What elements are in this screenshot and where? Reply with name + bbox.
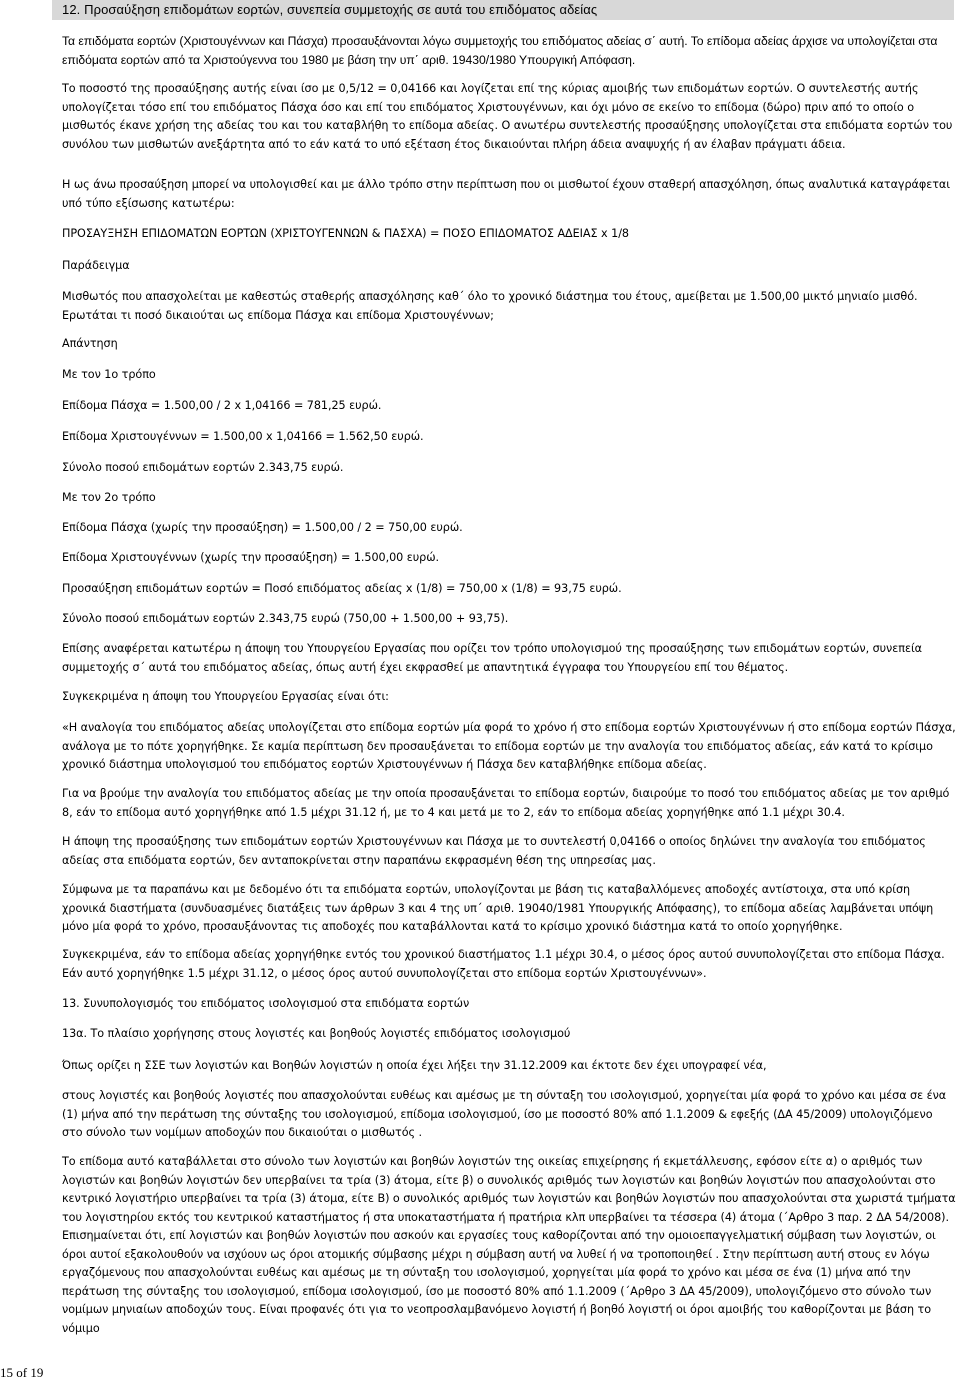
paragraph: «Η αναλογία του επιδόματος αδείας υπολογίζεται στο επίδομα εορτών μία φορά το χρόνο ή στο επίδομα εορτών Χριστουγέννων ή στο επίδομα εορτών Πάσχα, ανάλογα με το πότε χορηγήθηκε. Σε καμία περίπτωση δεν προσαυξάνεται το επίδομα εορτών με την αναλογία του επιδόματος αδείας, εάν κατά το κρίσιμο χρονικό διάστημα υπολογισμού του επιδόματος εορτών Χριστουγέννων ή Πάσχα δεν καταβλήθηκε επίδομα αδείας.: [62, 721, 956, 771]
subsection-heading-13a: 13α. Το πλαίσιο χορήγησης στους λογιστές και βοηθούς λογιστές επιδόματος ισολογισμού: [62, 1027, 571, 1040]
paragraph: Όπως ορίζει η ΣΣΕ των λογιστών και Βοηθών λογιστών η οποία έχει λήξει την 31.12.2009 και έκτοτε δεν έχει υπογραφεί νέα,: [62, 1059, 767, 1072]
paragraph: Με τον 2ο τρόπο: [62, 491, 156, 504]
formula: ΠΡΟΣΑΥΞΗΣΗ ΕΠΙΔΟΜΑΤΩΝ ΕΟΡΤΩΝ (ΧΡΙΣΤΟΥΓΕΝΝΩΝ & ΠΑΣΧΑ) = ΠΟΣΟ ΕΠΙΔΟΜΑΤΟΣ ΑΔΕΙΑΣ x 1/8: [62, 227, 629, 240]
paragraph: Παράδειγμα: [62, 259, 130, 272]
paragraph: Συγκεκριμένα, εάν το επίδομα αδείας χορηγήθηκε εντός του χρονικού διαστήματος 1.1 μέχρι 30.4, ο μέσος όρος αυτού συνυπολογίζεται στο επίδομα Πάσχα. Εάν αυτό χορηγήθηκε 1.5 μέχρι 31.12, ο μέσος όρος αυτού συνυπολογίζεται στο επίδομα εορτών Χριστουγέννων».: [62, 948, 945, 980]
paragraph: Συγκεκριμένα η άποψη του Υπουργείου Εργασίας είναι ότι:: [62, 690, 389, 703]
section-heading: 12. Προσαύξηση επιδομάτων εορτών, συνεπεία συμμετοχής σε αυτά του επιδόματος αδείας: [62, 2, 598, 17]
paragraph: Επίδομα Χριστουγέννων (χωρίς την προσαύξηση) = 1.500,00 ευρώ.: [62, 551, 440, 564]
paragraph: Η άποψη της προσαύξησης των επιδομάτων εορτών Χριστουγέννων και Πάσχα με το συντελεστή 0,04166 ο οποίος δηλώνει την αναλογία του επιδόματος αδείας στα επιδόματα εορτών, δεν ανταποκρίνεται στην παραπάνω εκφρασμένη θέση της υπηρεσίας μας.: [62, 835, 926, 867]
section-heading-bar: [52, 0, 954, 20]
paragraph: Απάντηση: [62, 337, 118, 350]
paragraph: Σύμφωνα με τα παραπάνω και με δεδομένο ότι τα επιδόματα εορτών, υπολογίζονται με βάση τις καταβαλλόμενες αποδοχές αντίστοιχα, στα υπό κρίση χρονικά διαστήματα (συνδυασμένες διατάξεις των άρθρων 3 και 4 της υπ΄ αριθ. 19040/1981 Υπουργικής Απόφασης), το επίδομα αδείας λαμβάνεται υπόψη μόνο μία φορά το χρόνο, προσαυξάνοντας τις αποδοχές που καταβάλλονται κατά το κρίσιμο χρονικό διάστημα κατά το οποίο χορηγήθηκε.: [62, 883, 934, 933]
page-number: 15 of 19: [0, 1365, 44, 1380]
paragraph: Επίδομα Πάσχα (χωρίς την προσαύξηση) = 1.500,00 / 2 = 750,00 ευρώ.: [62, 521, 463, 534]
paragraph: Το ποσοστό της προσαύξησης αυτής είναι ίσο με 0,5/12 = 0,04166 και λογίζεται επί της κύριας αμοιβής των επιδομάτων εορτών. Ο συντελεστής αυτής υπολογίζεται τόσο επί του επιδόματος Πάσχα όσο και επί του επιδόματος Χριστουγέννων, και όχι μόνο σε εκείνο το επίδομα (δώρο) πριν από το οποίο ο μισθωτός έκανε χρήση της αδείας του και του καταβλήθη το επίδομα αδείας. Ο ανωτέρω συντελεστής προσαύξησης υπολογίζεται στα επιδόματα εορτών του συνόλου των μισθωτών ανεξάρτητα από το εάν κατά το υπό εξέταση έτος δικαιούνται πλήρη άδεια αναψυχής ή αν έλαβαν πράγματι άδεια.: [62, 82, 953, 151]
paragraph: Με τον 1ο τρόπο: [62, 368, 156, 381]
paragraph: Το επίδομα αυτό καταβάλλεται στο σύνολο των λογιστών και βοηθών λογιστών της οικείας επιχείρησης ή εκμετάλλευσης, εφόσον είτε α) ο αριθμός των λογιστών και βοηθών λογιστών δεν υπερβαίνει τα τρία (3) άτομα, είτε β) ο συνολικός αριθμός των λογιστών και βοηθών λογιστών που απασχολούνται στο κεντρικό λογιστήριο υπερβαίνει τα τρία (3) άτομα, είτε Β) ο συνολικός αριθμός των λογιστών και βοηθών λογιστών που απασχολούνται στα χωριστά τμήματα του λογιστηρίου εκτός του κεντρικού καταστήματος ή στα υποκαταστήματα ή πρατήρια κλπ υπερβαίνει τα τέσσερα (4) άτομα (΄Αρθρο 3 παρ. 2 ΔΑ 54/2008). Επισημαίνεται ότι, επί λογιστών και βοηθών λογιστών που ασκούν και εργασίες τους καθορίζονται από την ομοιοεπαγγελματική σύμβαση των λογιστών, οι όροι αυτοί εξακολουθούν να ισχύουν ως όροι ατομικής σύμβασης μέχρι η σύμβαση αυτή να λυθεί ή να τροποποιηθεί . Στην περίπτωση αυτή στους εν λόγω εργαζόμενους που απασχολούνται ευθέως και αμέσως με τη σύνταξη του ισολογισμού, χορηγείται μία φορά το χρόνο και μέσα σε ένα (1) μήνα από την περάτωση της σύνταξης του ισολογισμού, επίδομα ισολογισμού, ίσο με ποσοστό 80% από 1.1.2009 (΄Αρθρο 3 ΔΑ 45/2009), υπολογιζόμενο στο σύνολο των νομίμων μηνιαίων αποδοχών τους. Είναι προφανές ότι για το νεοπροσλαμβανόμενο λογιστή ή βοηθό λογιστή οι όροι αμοιβής του καθορίζονται με βάση το νόμιμο: [62, 1155, 956, 1335]
paragraph: Μισθωτός που απασχολείται με καθεστώς σταθερής απασχόλησης καθ΄ όλο το χρονικό διάστημα του έτους, αμείβεται με 1.500,00 μικτό μηνιαίο μισθό. Ερωτάται τι ποσό δικαιούται ως επίδομα Πάσχα και επίδομα Χριστουγέννων;: [62, 290, 918, 322]
section-heading-13: 13. Συνυπολογισμός του επιδόματος ισολογισμού στα επιδόματα εορτών: [62, 997, 470, 1010]
paragraph: Για να βρούμε την αναλογία του επιδόματος αδείας με την οποία προσαυξάνεται το επίδομα εορτών, διαιρούμε το ποσό του επιδόματος αδείας με τον αριθμό 8, εάν το επίδομα αυτό χορηγήθηκε από 1.5 μέχρι 31.12 ή, με το 4 και μετά με το 2, εάν το επίδομα αδείας χορηγήθηκε από 1.1 μέχρι 30.4.: [62, 787, 950, 819]
paragraph: Σύνολο ποσού επιδομάτων εορτών 2.343,75 ευρώ (750,00 + 1.500,00 + 93,75).: [62, 612, 509, 625]
paragraph: Τα επιδόματα εορτών (Χριστουγέννων και Πάσχα) προσαυξάνονται λόγω συμμετοχής του επιδόματος αδείας σ΄ αυτή. Το επίδομα αδείας άρχισε να υπολογίζεται στα επιδόματα εορτών από τα Χριστούγεννα του 1980 με βάση την υπ΄ αριθ. 19430/1980 Υπουργική Απόφαση.: [62, 34, 938, 67]
paragraph: Η ως άνω προσαύξηση μπορεί να υπολογισθεί και με άλλο τρόπο στην περίπτωση που οι μισθωτοί έχουν σταθερή απασχόληση, όπως αναλυτικά καταγράφεται υπό τύπο εξίσωσης κατωτέρω:: [62, 178, 950, 210]
paragraph: στους λογιστές και βοηθούς λογιστές που απασχολούνται ευθέως και αμέσως με τη σύνταξη του ισολογισμού, χορηγείται μία φορά το χρόνο και μέσα σε ένα (1) μήνα από την περάτωση της σύνταξης του ισολογισμού, επίδομα ισολογισμού, ίσο με ποσοστό 80% από 1.1.2009 & εφεξής (ΔΑ 45/2009) υπολογιζόμενο στο σύνολο των νομίμων αποδοχών που δικαιούται ο μισθωτός .: [62, 1089, 947, 1139]
paragraph: Επίδομα Πάσχα = 1.500,00 / 2 x 1,04166 = 781,25 ευρώ.: [62, 399, 382, 412]
paragraph: Επίσης αναφέρεται κατωτέρω η άποψη του Υπουργείου Εργασίας που ορίζει τον τρόπο υπολογισμού της προσαύξησης των επιδομάτων εορτών, συνεπεία συμμετοχής σ΄ αυτά του επιδόματος αδείας, όπως αυτή έχει εκφρασθεί με απαντητικά έγγραφα του Υπουργείου επί του θέματος.: [62, 642, 923, 674]
paragraph: Σύνολο ποσού επιδομάτων εορτών 2.343,75 ευρώ.: [62, 461, 344, 474]
paragraph: Προσαύξηση επιδομάτων εορτών = Ποσό επιδόματος αδείας x (1/8) = 750,00 x (1/8) = 93,75 ευρώ.: [62, 582, 622, 595]
paragraph: Επίδομα Χριστουγέννων = 1.500,00 x 1,04166 = 1.562,50 ευρώ.: [62, 430, 424, 443]
